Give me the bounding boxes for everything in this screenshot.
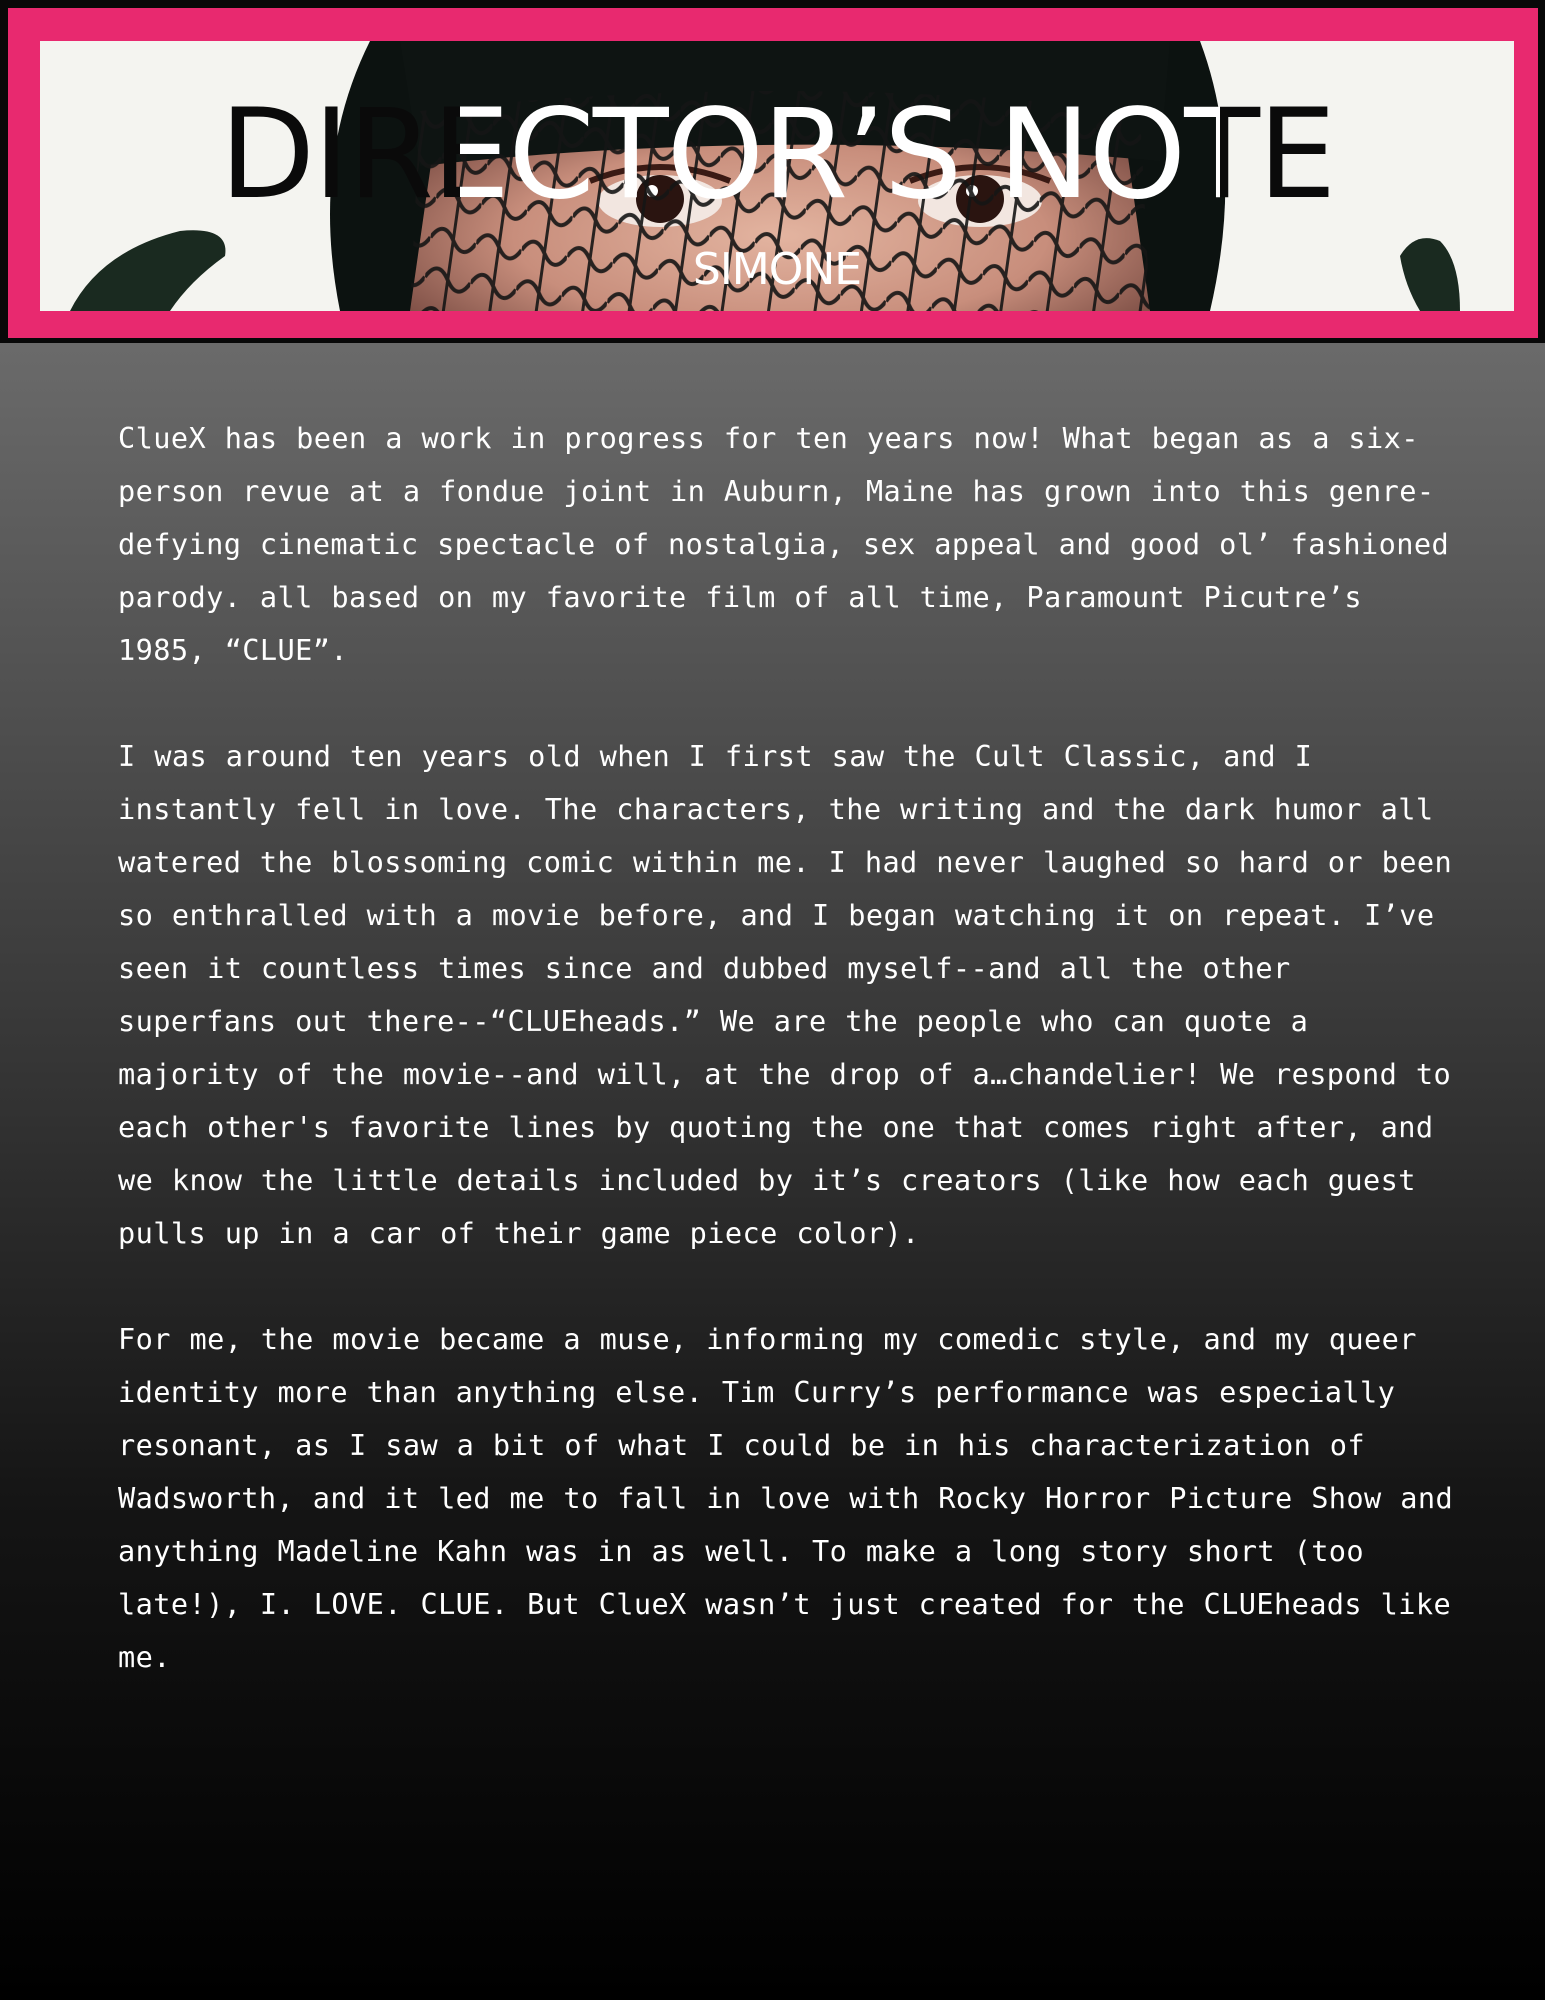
pink-frame [8,8,1538,338]
note-body [118,412,1458,1737]
header-banner [0,0,1545,343]
page-title: DIRECTOR’S NOTE [40,93,1514,217]
paragraph-2: I was around ten years old when I first saw the Cult Classic, and I instantly fell in love. The characters, the writing and the dark humor all watered the blossoming comic within me. I had never laughed so hard or been so enthralled with a movie before, and I began watching it on repeat. I’ve seen it countless times since and dubbed myself--and all the other superfans out there--“CLUEheads.” We are the people who can quote a majority of the movie--and will, at the drop of a…chandelier! We respond to each other's favorite lines by quoting the one that comes right after, and we know the little details included by it’s creators (like how each guest pulls up in a car of their game piece color). [118,739,1453,1250]
paragraph-1: ClueX has been a work in progress for ten years now! What began as a six-person revue at a fondue joint in Auburn, Maine has grown into this genre-defying cinematic spectacle of nostalgia, sex appeal and good ol’ fashioned parody. all based on my favorite film of all time, Paramount Picutre’s 1985, “CLUE”. [118,421,1450,667]
paragraph-3: For me, the movie became a muse, informing my comedic style, and my queer identity more than anything else. Tim Curry’s performance was especially resonant, as I saw a bit of what I could be in his characterization of Wadsworth, and it led me to fall in love with Rocky Horror Picture Show and anything Madeline Kahn was in as well. To make a long story short (too late!), I. LOVE. CLUE. But ClueX wasn’t just created for the CLUEheads like me. [118,1322,1454,1674]
header-photo [40,41,1514,311]
author-name: SIMONE [692,244,862,295]
